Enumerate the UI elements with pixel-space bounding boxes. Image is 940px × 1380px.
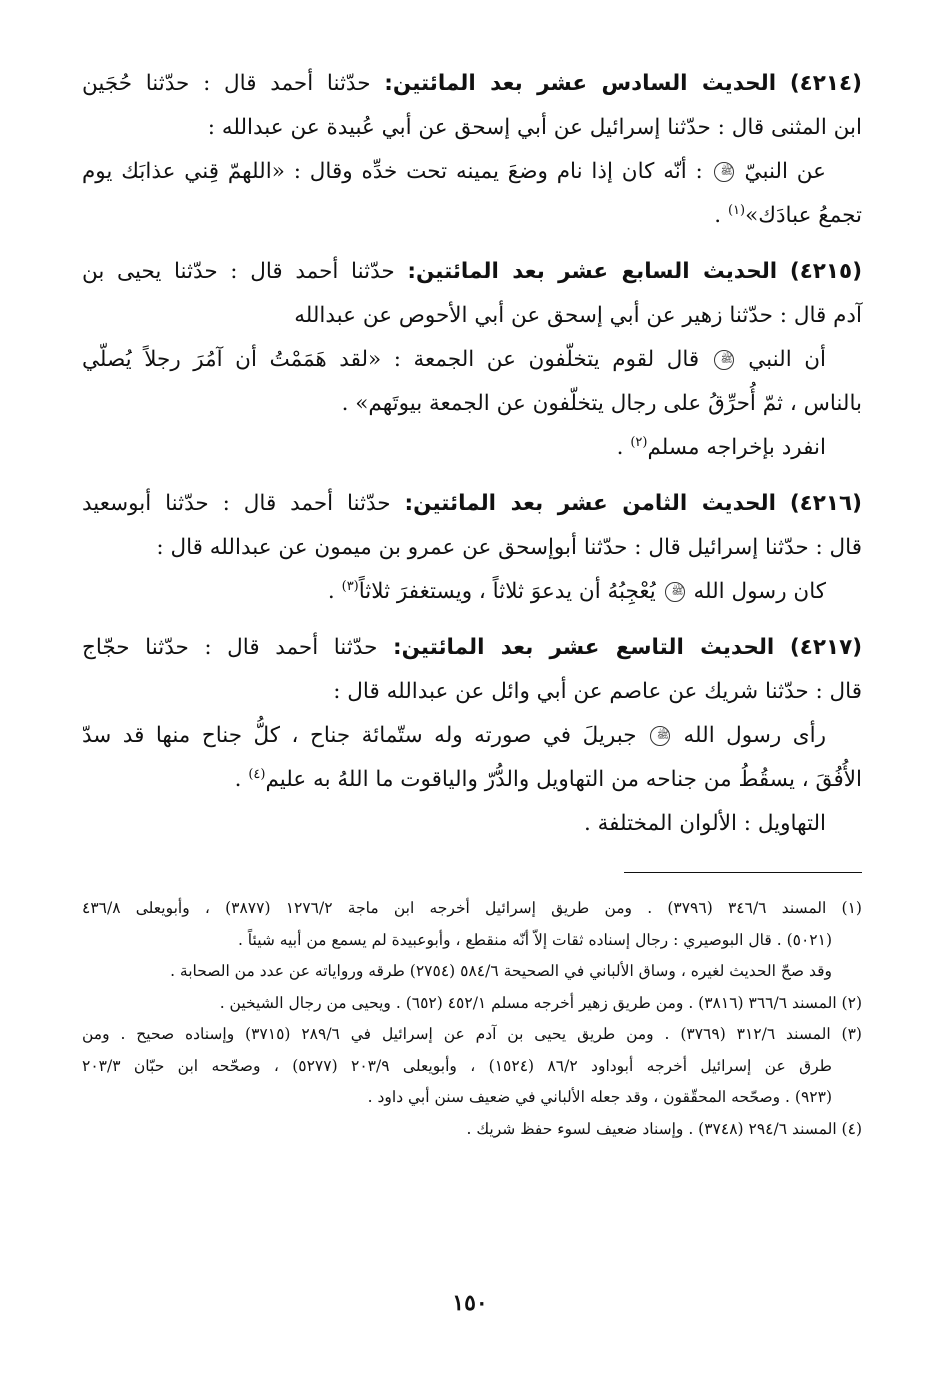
matn-text: : أنّه كان إذا نام وضعَ يمينه تحت خدِّه وقال : «اللهمّ قِني عذابَك يوم (82, 159, 703, 184)
matn-line (82, 338, 862, 382)
page-number: ١٥٠ (452, 1290, 488, 1316)
footnote-line: (٥٠٢١) . قال البوصيري : رجال إسناده ثقات إلاّ أنّه منقطع ، وأبوعبيدة لم يسمع من أبيه شيئاً . (237, 930, 832, 949)
hadith-heading (82, 62, 862, 106)
hadith-title: الحديث التاسع عشر بعد المائتين: (392, 635, 775, 660)
footnote-marker: (٢) (630, 434, 648, 450)
hadith-4216 (82, 482, 862, 614)
matn-line: كان رسول الله ﷺ يُعْجِبُهُ أن يدعوَ ثلاثاً ، ويستغفرَ ثلاثاً$^{(٣)}$ . (327, 578, 826, 604)
matn-text: أن النبي (748, 347, 826, 372)
hadith-number: (٤٢١٤) (789, 71, 862, 96)
isnad-text: حدّثنا أحمد قال : حدّثنا أبوسعيد (82, 491, 391, 516)
hadith-4215 (82, 250, 862, 470)
salawat-symbol-icon: ﷺ (650, 726, 670, 746)
salawat-symbol-icon: ﷺ (714, 162, 734, 182)
footnote-1 (82, 893, 862, 988)
isnad-line: قال : حدّثنا شريك عن عاصم عن أبي وائل عن عبدالله قال : (333, 679, 862, 704)
isnad-line: آدم قال : حدّثنا زهير عن أبي إسحق عن أبي الأحوص عن عبدالله (294, 303, 862, 328)
salawat-symbol-icon: ﷺ (665, 582, 685, 602)
matn-line (82, 150, 862, 194)
footnote-line: (٣) المسند ٣١٢/٦ (٣٧٦٩) . ومن طريق يحيى بن آدم عن إسرائيل في ٢٨٩/٦ (٣٧١٥) وإسناده صحيح . ومن (82, 1025, 862, 1043)
hadith-title: الحديث السابع عشر بعد المائتين: (407, 259, 778, 284)
hadith-heading (82, 626, 862, 670)
hadith-number: (٤٢١٧) (789, 635, 863, 660)
footnote-marker: (١) (727, 202, 746, 218)
footnote-marker: (٤) (248, 766, 266, 782)
footnote-line: (٩٢٣) . وصحّحه المحقّقون ، وقد جعله الألباني في ضعيف سنن أبي داود . (367, 1088, 832, 1106)
footnote-line: وقد صحّ الحديث لغيره ، وساق الألباني في الصحيحة ٥٨٤/٦ (٢٧٥٤) طرقه ورواياته عن عدد من الصحابة . (170, 962, 832, 980)
matn-text: الأُفُقَ ، يسقُطُ من جناحه من التهاويل والدُّرّ والياقوت ما اللهُ به عليم (265, 767, 862, 792)
matn-text: رأى رسول الله (683, 723, 826, 748)
hadith-4214 (82, 62, 862, 238)
isnad-line: قال : حدّثنا إسرائيل قال : حدّثنا أبوإسحق عن عمرو بن ميمون عن عبدالله قال : (156, 535, 862, 560)
note-text: انفرد بإخراجه مسلم (647, 435, 826, 460)
matn-text: يُعْجِبُهُ أن يدعوَ ثلاثاً ، ويستغفرَ ثلاثاً (358, 579, 656, 604)
hadith-heading (82, 482, 862, 526)
footnote-line: (٢) المسند ٣٦٦/٦ (٣٨١٦) . ومن طريق زهير أخرجه مسلم ٤٥٢/١ (٦٥٢) . ويحيى من رجال الشيخين . (219, 993, 862, 1012)
matn-text: تجمعُ عبادَك» (745, 203, 862, 228)
isnad-text: حدّثنا أحمد قال : حدّثنا يحيى بن (82, 259, 395, 284)
salawat-symbol-icon: ﷺ (714, 350, 734, 370)
hadith-number: (٤٢١٦) (789, 491, 862, 516)
hadith-4217 (82, 626, 862, 846)
isnad-line: ابن المثنى قال : حدّثنا إسرائيل عن أبي إسحق عن أبي عُبيدة عن عبدالله : (207, 115, 862, 140)
matn-line: بالناس ، ثمّ أُحرِّقُ على رجال يتخلّفون عن الجمعة بيوتَهم» . (341, 391, 862, 416)
gloss-line: التهاويل : الألوان المختلفة . (583, 811, 826, 836)
matn-line: الأُفُقَ ، يسقُطُ من جناحه من التهاويل والدُّرّ والياقوت ما اللهُ به عليم$^{(٤)}$ . (234, 766, 862, 792)
matn-text: كان رسول الله (693, 579, 826, 604)
footnotes (82, 893, 862, 1145)
hadith-heading (82, 250, 862, 294)
footnote-line: طرق عن إسرائيل أخرجه أبوداود ٨٦/٢ (١٥٢٤) ، وأبويعلى ٢٠٣/٩ (٥٢٧٧) ، وصحّحه ابن حبّان ٢٠٣/٣ (82, 1056, 832, 1075)
footnote-line: (٤) المسند ٢٩٤/٦ (٣٧٤٨) . وإسناد ضعيف لسوء حفظ شريك . (466, 1119, 862, 1138)
matn-text: جبريلَ في صورته وله ستّمائة جناح ، كلُّ جناح منها قد سدّ (82, 723, 637, 748)
footnote-4 (82, 1114, 862, 1146)
matn-line (82, 714, 862, 758)
matn-text: عن النبيّ (744, 159, 826, 184)
footnote-marker: (٣) (341, 578, 359, 594)
isnad-text: حدّثنا أحمد قال : حدّثنا حجّاج (82, 635, 378, 660)
footnote-3 (82, 1019, 862, 1114)
hadith-number: (٤٢١٥) (789, 259, 863, 284)
matn-line: تجمعُ عبادَك»$^{(١)}$ . (714, 202, 862, 228)
isnad-text: حدّثنا أحمد قال : حدّثنا حُجَين (82, 71, 371, 96)
footnote-separator (624, 872, 862, 873)
hadith-title: الحديث الثامن عشر بعد المائتين: (404, 491, 776, 516)
note-line: انفرد بإخراجه مسلم$^{(٢)}$ . (616, 434, 826, 460)
footnote-line: (١) المسند ٣٤٦/٦ (٣٧٩٦) . ومن طريق إسرائيل أخرجه ابن ماجة ١٢٧٦/٢ (٣٨٧٧) ، وأبويعلى ٤٣٦/٨ (82, 899, 862, 917)
footnote-2 (82, 988, 862, 1020)
matn-text: قال لقوم يتخلّفون عن الجمعة : «لقد هَمَمْتُ أن آمُرَ رجلاً يُصلّي (82, 347, 700, 372)
hadith-title: الحديث السادس عشر بعد المائتين: (384, 71, 777, 96)
